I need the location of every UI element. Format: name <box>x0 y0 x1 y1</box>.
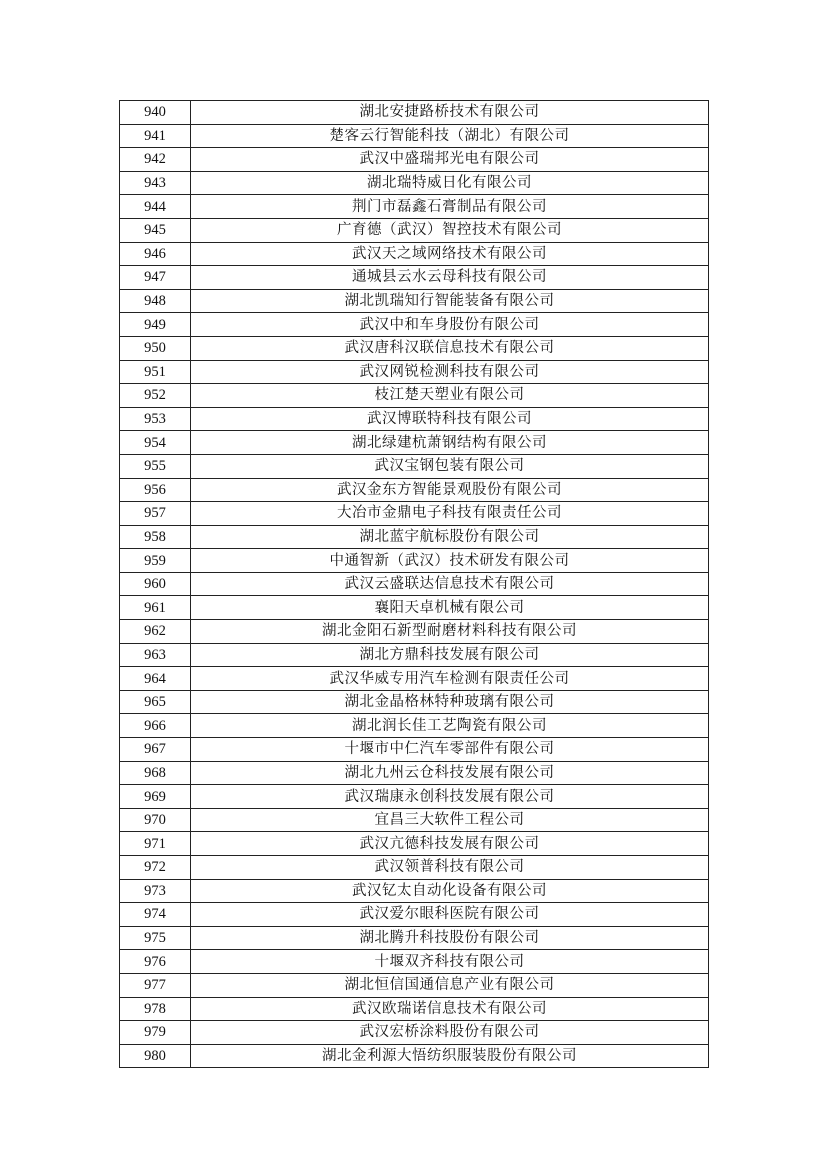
table-row <box>120 620 709 644</box>
table-row <box>120 171 709 195</box>
table-row <box>120 478 709 502</box>
company-name: 武汉亢德科技发展有限公司 <box>191 832 709 856</box>
company-name: 武汉华威专用汽车检测有限责任公司 <box>191 667 709 691</box>
row-number: 968 <box>120 761 191 785</box>
table-row <box>120 1044 709 1068</box>
table-row <box>120 926 709 950</box>
row-number: 975 <box>120 926 191 950</box>
row-number: 960 <box>120 572 191 596</box>
table-row <box>120 454 709 478</box>
row-number: 951 <box>120 360 191 384</box>
row-number: 967 <box>120 738 191 762</box>
company-name: 武汉天之域网络技术有限公司 <box>191 242 709 266</box>
company-name: 武汉中盛瑞邦光电有限公司 <box>191 148 709 172</box>
row-number: 961 <box>120 596 191 620</box>
company-name: 湖北蓝宇航标股份有限公司 <box>191 525 709 549</box>
table-row <box>120 336 709 360</box>
company-name: 武汉博联特科技有限公司 <box>191 407 709 431</box>
company-name: 湖北瑞特威日化有限公司 <box>191 171 709 195</box>
row-number: 946 <box>120 242 191 266</box>
row-number: 956 <box>120 478 191 502</box>
table-row <box>120 431 709 455</box>
row-number: 955 <box>120 454 191 478</box>
table-row <box>120 856 709 880</box>
row-number: 940 <box>120 101 191 125</box>
row-number: 954 <box>120 431 191 455</box>
company-name: 荆门市磊鑫石膏制品有限公司 <box>191 195 709 219</box>
company-name: 湖北方鼎科技发展有限公司 <box>191 643 709 667</box>
table-row <box>120 997 709 1021</box>
table-row <box>120 832 709 856</box>
table-row <box>120 785 709 809</box>
table-row <box>120 101 709 125</box>
company-name: 湖北腾升科技股份有限公司 <box>191 926 709 950</box>
row-number: 976 <box>120 950 191 974</box>
row-number: 947 <box>120 266 191 290</box>
company-name: 湖北恒信国通信息产业有限公司 <box>191 973 709 997</box>
row-number: 971 <box>120 832 191 856</box>
company-name: 湖北绿建杭萧钢结构有限公司 <box>191 431 709 455</box>
row-number: 962 <box>120 620 191 644</box>
company-name: 湖北金晶格林特种玻璃有限公司 <box>191 690 709 714</box>
row-number: 949 <box>120 313 191 337</box>
company-name: 武汉钇太自动化设备有限公司 <box>191 879 709 903</box>
table-row <box>120 124 709 148</box>
table-row <box>120 266 709 290</box>
table-row <box>120 195 709 219</box>
table-row <box>120 148 709 172</box>
table-row <box>120 950 709 974</box>
table-row <box>120 690 709 714</box>
company-name: 通城县云水云母科技有限公司 <box>191 266 709 290</box>
company-name: 中通智新（武汉）技术研发有限公司 <box>191 549 709 573</box>
table-row <box>120 242 709 266</box>
table-row <box>120 879 709 903</box>
company-name: 宜昌三大软件工程公司 <box>191 808 709 832</box>
row-number: 957 <box>120 502 191 526</box>
company-list-table <box>119 100 709 1068</box>
company-name: 湖北金利源大悟纺织服装股份有限公司 <box>191 1044 709 1068</box>
company-name: 大冶市金鼎电子科技有限责任公司 <box>191 502 709 526</box>
company-name: 武汉中和车身股份有限公司 <box>191 313 709 337</box>
company-name: 湖北凯瑞知行智能装备有限公司 <box>191 289 709 313</box>
company-name: 武汉领普科技有限公司 <box>191 856 709 880</box>
table-row <box>120 973 709 997</box>
table-row <box>120 903 709 927</box>
row-number: 964 <box>120 667 191 691</box>
company-name: 武汉云盛联达信息技术有限公司 <box>191 572 709 596</box>
table-row <box>120 738 709 762</box>
table-row <box>120 360 709 384</box>
table-row <box>120 1021 709 1045</box>
row-number: 943 <box>120 171 191 195</box>
table-row <box>120 549 709 573</box>
row-number: 958 <box>120 525 191 549</box>
table-row <box>120 643 709 667</box>
row-number: 959 <box>120 549 191 573</box>
row-number: 970 <box>120 808 191 832</box>
row-number: 963 <box>120 643 191 667</box>
company-name: 广育德（武汉）智控技术有限公司 <box>191 218 709 242</box>
table-row <box>120 667 709 691</box>
row-number: 978 <box>120 997 191 1021</box>
table-row <box>120 596 709 620</box>
company-name: 武汉宝钢包装有限公司 <box>191 454 709 478</box>
company-name: 湖北九州云仓科技发展有限公司 <box>191 761 709 785</box>
row-number: 973 <box>120 879 191 903</box>
row-number: 953 <box>120 407 191 431</box>
table-row <box>120 407 709 431</box>
row-number: 980 <box>120 1044 191 1068</box>
row-number: 952 <box>120 384 191 408</box>
company-name: 武汉金东方智能景观股份有限公司 <box>191 478 709 502</box>
company-name: 湖北润长佳工艺陶瓷有限公司 <box>191 714 709 738</box>
company-name: 武汉瑞康永创科技发展有限公司 <box>191 785 709 809</box>
row-number: 974 <box>120 903 191 927</box>
company-name: 湖北金阳石新型耐磨材料科技有限公司 <box>191 620 709 644</box>
table-row <box>120 525 709 549</box>
company-name: 武汉欧瑞诺信息技术有限公司 <box>191 997 709 1021</box>
table-body <box>120 101 709 1068</box>
company-name: 武汉网锐检测科技有限公司 <box>191 360 709 384</box>
company-name: 枝江楚天塑业有限公司 <box>191 384 709 408</box>
row-number: 945 <box>120 218 191 242</box>
row-number: 969 <box>120 785 191 809</box>
company-name: 楚客云行智能科技（湖北）有限公司 <box>191 124 709 148</box>
table-row <box>120 808 709 832</box>
row-number: 950 <box>120 336 191 360</box>
company-name: 武汉唐科汉联信息技术有限公司 <box>191 336 709 360</box>
row-number: 942 <box>120 148 191 172</box>
row-number: 979 <box>120 1021 191 1045</box>
table-row <box>120 572 709 596</box>
company-name: 襄阳天卓机械有限公司 <box>191 596 709 620</box>
row-number: 977 <box>120 973 191 997</box>
company-name: 湖北安捷路桥技术有限公司 <box>191 101 709 125</box>
table-row <box>120 714 709 738</box>
table-row <box>120 761 709 785</box>
row-number: 966 <box>120 714 191 738</box>
table-row <box>120 384 709 408</box>
table-row <box>120 289 709 313</box>
table-row <box>120 218 709 242</box>
row-number: 948 <box>120 289 191 313</box>
row-number: 972 <box>120 856 191 880</box>
table-row <box>120 313 709 337</box>
row-number: 944 <box>120 195 191 219</box>
table-row <box>120 502 709 526</box>
row-number: 965 <box>120 690 191 714</box>
company-name: 武汉宏桥涂料股份有限公司 <box>191 1021 709 1045</box>
row-number: 941 <box>120 124 191 148</box>
company-name: 十堰市中仁汽车零部件有限公司 <box>191 738 709 762</box>
company-name: 武汉爱尔眼科医院有限公司 <box>191 903 709 927</box>
company-name: 十堰双齐科技有限公司 <box>191 950 709 974</box>
